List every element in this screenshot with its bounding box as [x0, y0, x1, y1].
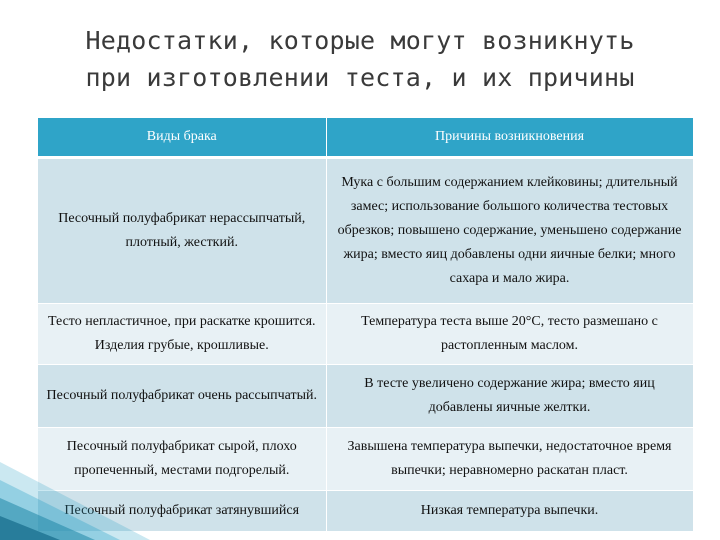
cause-cell: Мука с большим содержанием клейковины; длительный замес; использование большого количества тестовых обрезков; повышено содержание, уменьшено содержание жира; вместо яиц добавлены одни яичные белки; много сахара и мало жира. — [326, 158, 693, 304]
slide-title — [0, 22, 720, 96]
cause-cell: Завышена температура выпечки, недостаточное время выпечки; неравномерно раскатан пласт. — [326, 428, 693, 491]
defect-cell: Песочный полуфабрикат затянувшийся — [38, 491, 326, 532]
cause-cell: В тесте увеличено содержание жира; вместо яиц добавлены яичные желтки. — [326, 365, 693, 428]
defect-cell: Песочный полуфабрикат сырой, плохо пропеченный, местами подгорелый. — [38, 428, 326, 491]
cause-cell: Низкая температура выпечки. — [326, 491, 693, 532]
defect-cell: Песочный полуфабрикат очень рассыпчатый. — [38, 365, 326, 428]
table-row — [38, 158, 693, 304]
slide-title-line-2: при изготовлении теста, и их причины — [85, 63, 635, 92]
table-row — [38, 304, 693, 365]
slide-corner-decoration — [0, 440, 160, 540]
slide-title-line-1: Недостатки, которые могут возникнуть — [85, 26, 635, 55]
cause-cell: Температура теста выше 20°С, тесто размешано с растопленным маслом. — [326, 304, 693, 365]
defect-cell: Песочный полуфабрикат нерассыпчатый, плотный, жесткий. — [38, 158, 326, 304]
header-defect-types: Виды брака — [38, 118, 326, 158]
header-causes: Причины возникновения — [326, 118, 693, 158]
defect-cell: Тесто непластичное, при раскатке крошится. Изделия грубые, крошливые. — [38, 304, 326, 365]
table-header-row — [38, 118, 693, 158]
table-row — [38, 365, 693, 428]
